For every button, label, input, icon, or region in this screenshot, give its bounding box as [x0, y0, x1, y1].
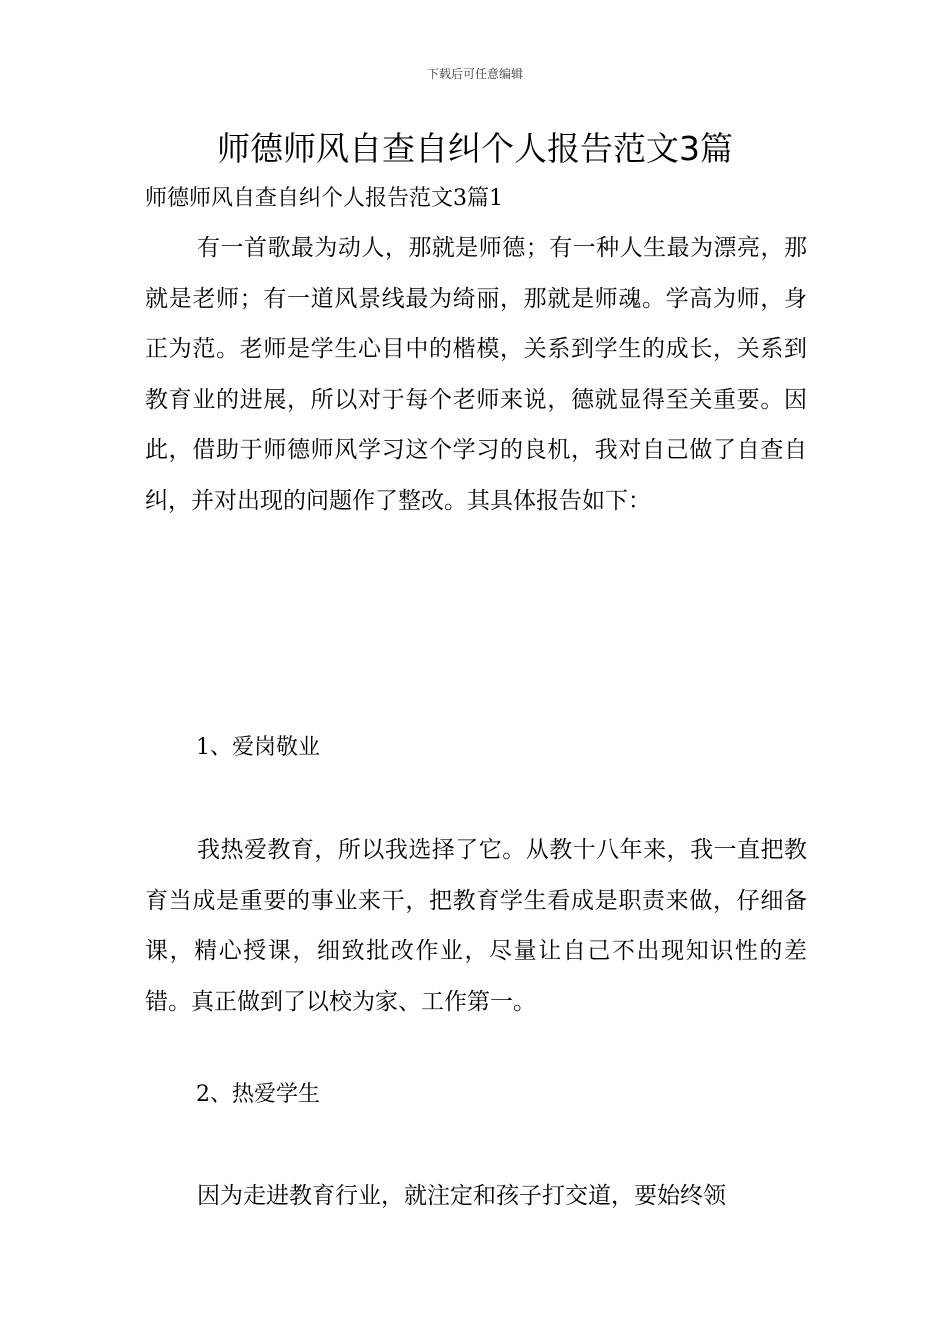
document-subtitle: 师德师风自查自纠个人报告范文3篇1: [145, 186, 503, 211]
intro-paragraph: 有一首歌最为动人，那就是师德；有一种人生最为漂亮，那就是老师；有一道风景线最为绮丽，那就是师魂。学高为师，身正为范。老师是学生心目中的楷模，关系到学生的成长，关系到教育业的进展，所以对于每个老师来说，德就显得至关重要。因此，借助于师德师风学习这个学习的良机，我对自己做了自查自纠，并对出现的问题作了整改。其具体报告如下：: [145, 235, 807, 514]
section-body-1: 我热爱教育，所以我选择了它。从教十八年来，我一直把教育当成是重要的事业来干，把教育学生看成是职责来做，仔细备课，精心授课，细致批改作业，尽量让自己不出现知识性的差错。真正做到了以校为家、工作第一。: [145, 837, 807, 1015]
document-title: 师德师风自查自纠个人报告范文3篇: [217, 129, 733, 168]
section-heading-2: 2、热爱学生: [196, 1082, 320, 1107]
section-heading-1: 1、爱岗敬业: [196, 735, 320, 760]
section-body-2: 因为走进教育行业，就注定和孩子打交道，要始终领: [197, 1183, 726, 1209]
header-note: 下载后可任意编辑: [426, 67, 523, 81]
